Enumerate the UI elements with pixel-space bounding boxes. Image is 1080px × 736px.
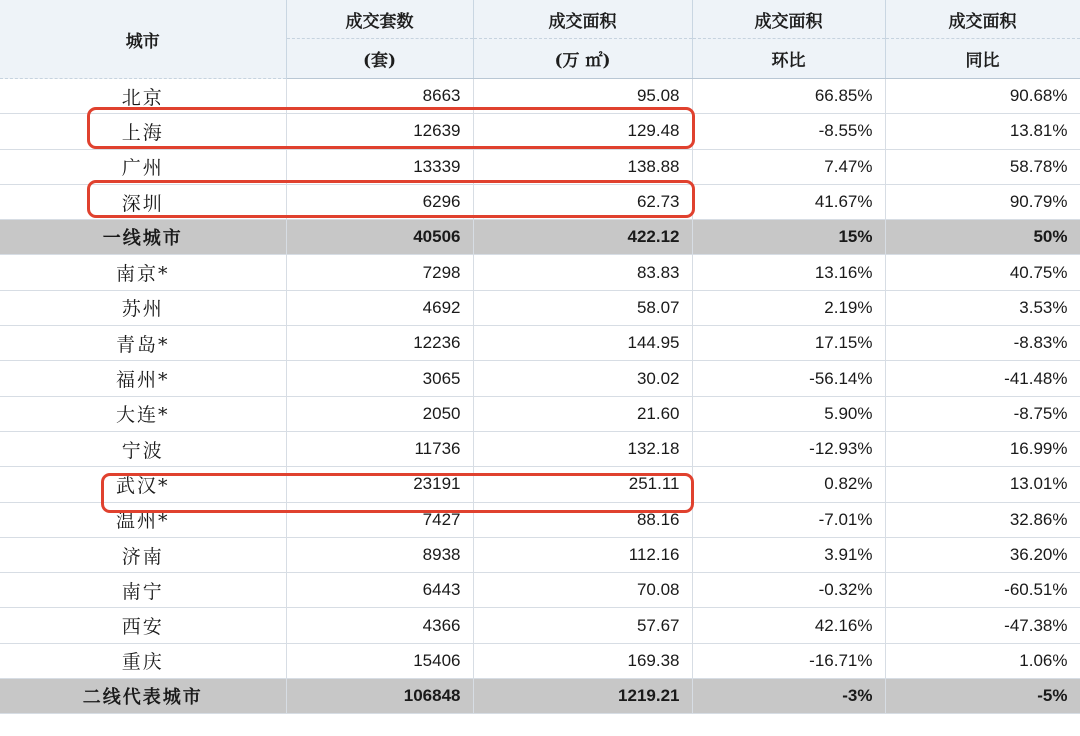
cell-yoy: 13.81% [885,114,1080,149]
header-yoy-label: 同比 [885,39,1080,79]
cell-yoy: 36.20% [885,537,1080,572]
table-row [0,502,1080,537]
cell-units: 23191 [286,467,473,502]
summary-row [0,679,1080,714]
cell-units: 3065 [286,361,473,396]
cell-area: 169.38 [473,643,692,678]
cell-mom: 17.15% [692,326,885,361]
cell-area: 132.18 [473,431,692,466]
cell-yoy: -5% [885,679,1080,714]
cell-mom: 7.47% [692,149,885,184]
cell-mom: -0.32% [692,573,885,608]
cell-city: 北京 [0,79,286,114]
cell-area: 95.08 [473,79,692,114]
cell-yoy: 40.75% [885,255,1080,290]
cell-area: 129.48 [473,114,692,149]
cell-area: 30.02 [473,361,692,396]
cell-mom: 2.19% [692,290,885,325]
cell-city: 福州* [0,361,286,396]
cell-yoy: 32.86% [885,502,1080,537]
cell-yoy: 90.79% [885,184,1080,219]
cell-units: 13339 [286,149,473,184]
cell-area: 422.12 [473,220,692,255]
cell-city: 南宁 [0,573,286,608]
cell-yoy: -8.83% [885,326,1080,361]
cell-mom: -8.55% [692,114,885,149]
header-city: 城市 [0,0,286,79]
cell-area: 251.11 [473,467,692,502]
cell-city: 苏州 [0,290,286,325]
cell-yoy: -8.75% [885,396,1080,431]
header-mom-label: 环比 [692,39,885,79]
cell-units: 8938 [286,537,473,572]
header-area-title: 成交面积 [473,0,692,39]
cell-city: 上海 [0,114,286,149]
table-row [0,537,1080,572]
cell-mom: -16.71% [692,643,885,678]
table-row [0,290,1080,325]
header-yoy-title: 成交面积 [885,0,1080,39]
cell-units: 7298 [286,255,473,290]
cell-yoy: 13.01% [885,467,1080,502]
cell-area: 112.16 [473,537,692,572]
header-mom-title: 成交面积 [692,0,885,39]
cell-units: 40506 [286,220,473,255]
cell-yoy: 90.68% [885,79,1080,114]
table-body [0,79,1080,714]
table-row [0,149,1080,184]
cell-yoy: 3.53% [885,290,1080,325]
cell-area: 1219.21 [473,679,692,714]
table-row [0,361,1080,396]
cell-city: 广州 [0,149,286,184]
cell-area: 70.08 [473,573,692,608]
cell-mom: 0.82% [692,467,885,502]
cell-city: 深圳 [0,184,286,219]
cell-area: 88.16 [473,502,692,537]
cell-yoy: -60.51% [885,573,1080,608]
table-row [0,114,1080,149]
table-row [0,79,1080,114]
cell-area: 58.07 [473,290,692,325]
cell-city: 青岛* [0,326,286,361]
cell-mom: -56.14% [692,361,885,396]
cell-yoy: 50% [885,220,1080,255]
cell-yoy: 16.99% [885,431,1080,466]
cell-area: 62.73 [473,184,692,219]
summary-row [0,220,1080,255]
cell-units: 12639 [286,114,473,149]
cell-units: 7427 [286,502,473,537]
cell-city: 一线城市 [0,220,286,255]
cell-mom: 13.16% [692,255,885,290]
cell-area: 21.60 [473,396,692,431]
cell-city: 二线代表城市 [0,679,286,714]
cell-city: 宁波 [0,431,286,466]
cell-units: 106848 [286,679,473,714]
cell-units: 15406 [286,643,473,678]
cell-yoy: 1.06% [885,643,1080,678]
cell-units: 6296 [286,184,473,219]
cell-area: 138.88 [473,149,692,184]
table-header [0,0,1080,79]
cell-mom: 66.85% [692,79,885,114]
cell-mom: -3% [692,679,885,714]
cell-units: 12236 [286,326,473,361]
table-row [0,255,1080,290]
cell-yoy: -41.48% [885,361,1080,396]
cell-city: 大连* [0,396,286,431]
table-row [0,573,1080,608]
table-row [0,608,1080,643]
cell-units: 4366 [286,608,473,643]
table-row [0,184,1080,219]
header-area-unit: (万 ㎡) [473,39,692,79]
cell-mom: 41.67% [692,184,885,219]
cell-city: 温州* [0,502,286,537]
header-units-unit: (套) [286,39,473,79]
table-row [0,396,1080,431]
cell-units: 11736 [286,431,473,466]
cell-city: 西安 [0,608,286,643]
table-row [0,467,1080,502]
table-row [0,326,1080,361]
cell-city: 南京* [0,255,286,290]
cell-mom: -12.93% [692,431,885,466]
cell-area: 83.83 [473,255,692,290]
cell-units: 8663 [286,79,473,114]
table-row [0,431,1080,466]
cell-area: 57.67 [473,608,692,643]
cell-mom: 15% [692,220,885,255]
header-units-title: 成交套数 [286,0,473,39]
cell-mom: -7.01% [692,502,885,537]
cell-mom: 5.90% [692,396,885,431]
cell-city: 武汉* [0,467,286,502]
cell-area: 144.95 [473,326,692,361]
cell-mom: 3.91% [692,537,885,572]
cell-units: 6443 [286,573,473,608]
cell-city: 济南 [0,537,286,572]
table-row [0,643,1080,678]
cell-yoy: 58.78% [885,149,1080,184]
cell-units: 4692 [286,290,473,325]
cell-mom: 42.16% [692,608,885,643]
cell-yoy: -47.38% [885,608,1080,643]
cell-units: 2050 [286,396,473,431]
cell-city: 重庆 [0,643,286,678]
